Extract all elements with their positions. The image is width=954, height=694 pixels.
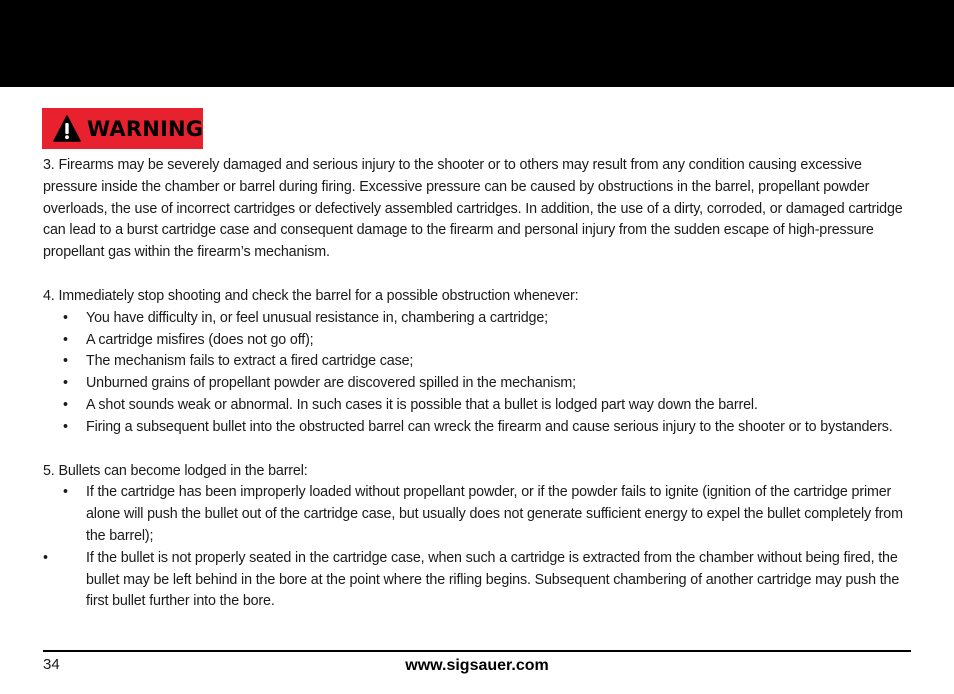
list-item [43, 373, 911, 395]
list-item-text: If the cartridge has been improperly loaded without propellant powder, or if the powder fails to ignite (ignition of the cartridge primer alone will push the bullet out of the cartridge case, but usually does not generate sufficient energy to expel the bullet completely from the barrel); [86, 484, 903, 544]
bullet-icon: • [63, 375, 68, 392]
list-item-text: The mechanism fails to extract a fired cartridge case; [86, 353, 414, 370]
warning-label: WARNING [87, 116, 204, 141]
list-item [43, 308, 911, 330]
bullet-icon: • [63, 353, 68, 370]
list-item-text: Firing a subsequent bullet into the obstructed barrel can wreck the firearm and cause serious injury to the shooter or to bystanders. [86, 418, 893, 435]
warning-triangle-icon [53, 115, 81, 142]
page-number: 34 [43, 656, 60, 673]
footer-divider [43, 650, 911, 652]
paragraph-spacer [43, 439, 911, 461]
list-item [43, 417, 911, 439]
paragraph-spacer [43, 264, 911, 286]
list-item-text: A shot sounds weak or abnormal. In such cases it is possible that a bullet is lodged part way down the barrel. [86, 396, 758, 413]
paragraph-4-intro: 4. Immediately stop shooting and check the barrel for a possible obstruction whenever: [43, 287, 579, 304]
bullet-icon: • [63, 309, 68, 326]
list-item [43, 482, 911, 547]
bullet-icon: • [63, 331, 68, 348]
list-item [43, 395, 911, 417]
obstruction-checklist [43, 308, 911, 439]
lodged-bullet-list [43, 482, 911, 613]
header-bar [0, 0, 954, 87]
list-item-text: Unburned grains of propellant powder are discovered spilled in the mechanism; [86, 375, 576, 392]
paragraph-3: 3. Firearms may be severely damaged and serious injury to the shooter or to others may result from any condition causing excessive pressure inside the chamber or barrel during firing. Excessive pressure can be caused by obstructions in the barrel, propellant powder overloads, the use of incorrect cartridges or defectively assembled cartridges. In addition, the use of a dirty, corroded, or damaged cartridge can lead to a burst cartridge case and consequent damage to the firearm and personal injury from the sudden escape of high-pressure propellant gas within the firearm’s mechanism. [43, 157, 903, 261]
document-body [43, 155, 911, 613]
warning-badge [42, 108, 203, 149]
bullet-icon: • [63, 396, 68, 413]
list-item [43, 351, 911, 373]
list-item-text: A cartridge misfires (does not go off); [86, 331, 314, 348]
list-item [43, 330, 911, 352]
website-url: www.sigsauer.com [405, 657, 549, 674]
list-item-text: You have difficulty in, or feel unusual resistance in, chambering a cartridge; [86, 309, 548, 326]
paragraph-5-intro: 5. Bullets can become lodged in the barrel: [43, 462, 308, 479]
bullet-icon: • [43, 549, 48, 566]
bullet-icon: • [63, 418, 68, 435]
bullet-icon: • [63, 484, 68, 501]
list-item-text: If the bullet is not properly seated in the cartridge case, when such a cartridge is extracted from the chamber without being fired, the bullet may be left behind in the bore at the point where the rifling begins. Subsequent chambering of another cartridge may push the first bullet further into the bore. [86, 549, 900, 610]
list-item [43, 548, 911, 613]
